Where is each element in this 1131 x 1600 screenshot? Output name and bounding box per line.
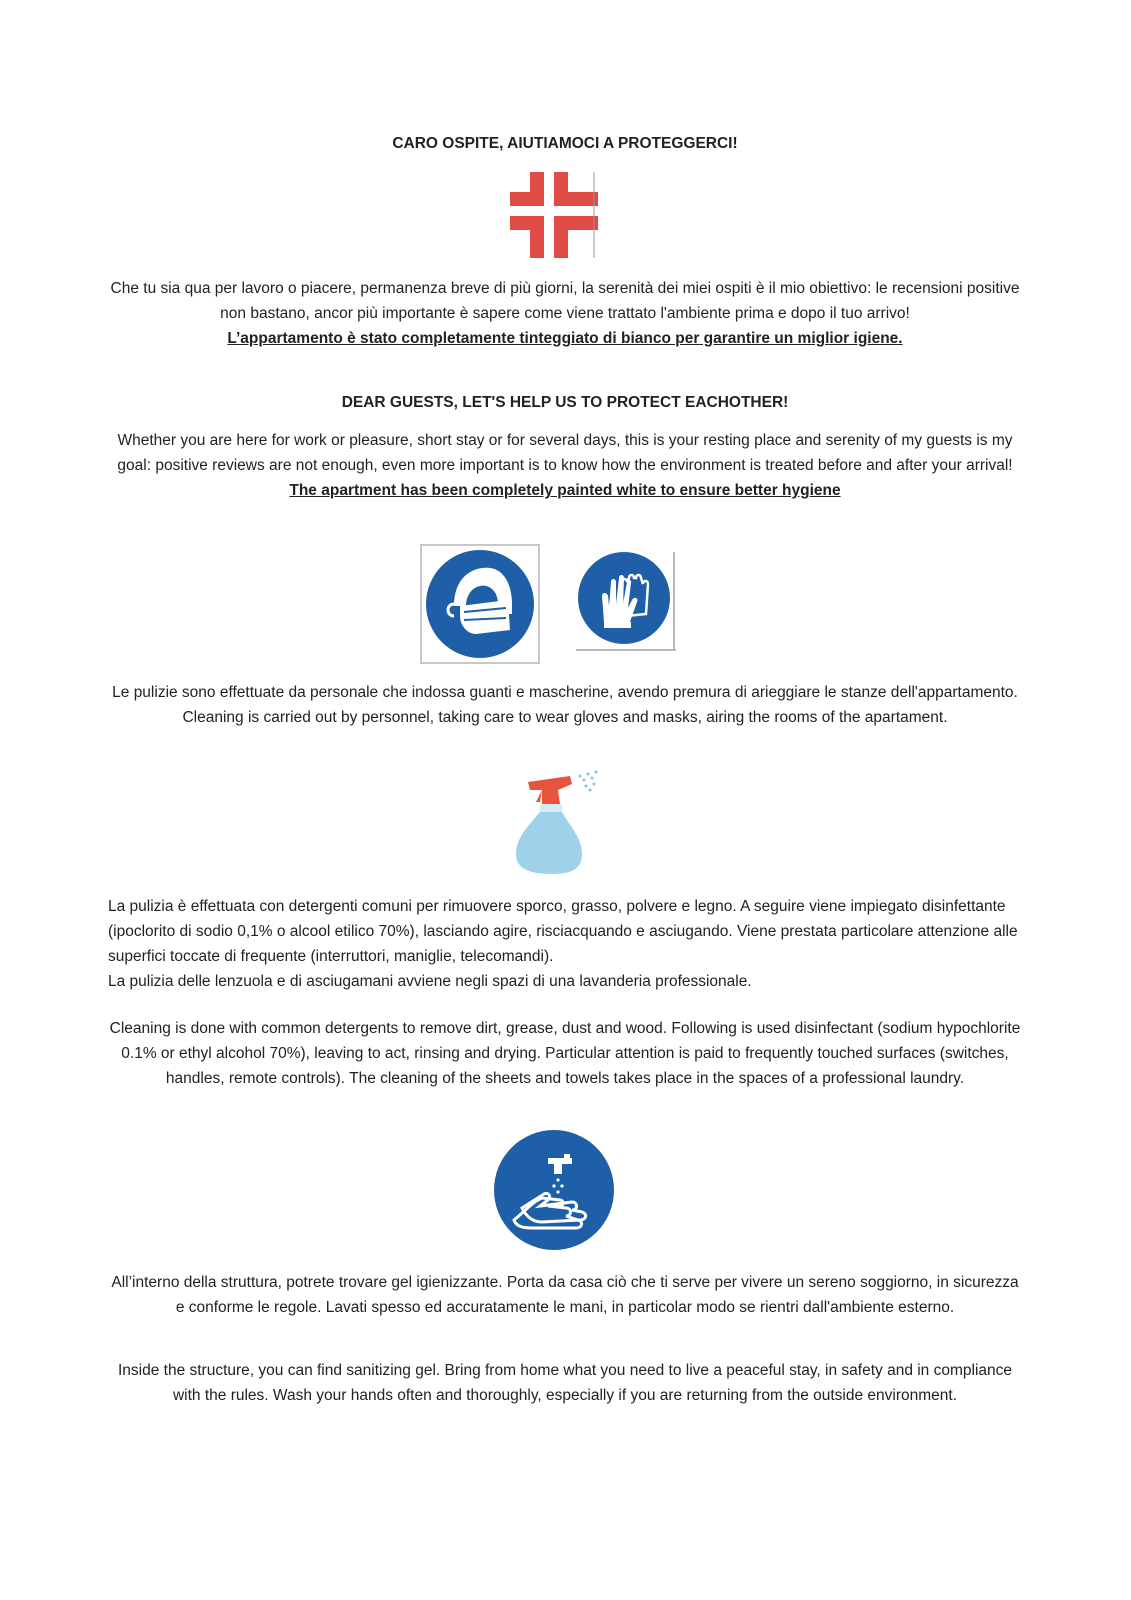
pharmacy-cross-icon — [508, 170, 600, 262]
english-title: DEAR GUESTS, LET'S HELP US TO PROTECT EACHOTHER! — [341, 394, 789, 411]
painted-note-italian: L’appartamento è stato completamente tinteggiato di bianco per garantire un miglior igiene. — [227, 330, 903, 347]
intro-english: Whether you are here for work or pleasure, short stay or for several days, this is your resting place and serenity of my guests is my goal: positive reviews are not enough, even more important is to know how the environment is treated before and after your arrival! — [117, 432, 1013, 474]
hand-wash-icon — [492, 1128, 616, 1252]
face-mask-icon — [420, 544, 540, 664]
gel-note-english: Inside the structure, you can find sanitizing gel. Bring from home what you need to live a peaceful stay, in safety and in compliance with the rules. Wash your hands often and thoroughly, especially if you are returning from the outside environment. — [117, 1362, 1013, 1404]
intro-italian: Che tu sia qua per lavoro o piacere, permanenza breve di più giorni, la serenità dei miei ospiti è il mio obiettivo: le recensioni positive non bastano, ancor più importante è sapere come viene trattato l'ambiente prima e dopo il tuo arrivo! — [110, 280, 1020, 322]
gel-note-italian: All’interno della struttura, potrete trovare gel igienizzante. Porta da casa ciò che ti serve per vivere un sereno soggiorno, in sicurezza e conforme le regole. Lavati spesso ed accuratamente le mani, in particolar modo se rientri dall'ambiente esterno. — [111, 1274, 1019, 1316]
cleaning-note-english: Cleaning is done with common detergents to remove dirt, grease, dust and wood. Following is used disinfectant (sodium hypochlorite 0.1% or ethyl alcohol 70%), leaving to act, rinsing and drying. Particular attention is paid to frequently touched surfaces (switches, handles, remote controls). The cleaning of the sheets and towels takes place in the spaces of a professional laundry. — [109, 1020, 1021, 1087]
italian-title: CARO OSPITE, AIUTIAMOCI A PROTEGGERCI! — [392, 135, 738, 152]
cleaning-note-italian: La pulizia è effettuata con detergenti comuni per rimuovere sporco, grasso, polvere e legno. A seguire viene impiegato disinfettante (ipoclorito di sodio 0,1% o alcool etilico 70%), lasciando agire, risciacquando e asciugando. Viene prestata particolare attenzione alle superfici toccate di frequente (interruttori, maniglie, telecomandi). — [108, 898, 1018, 965]
staff-note-english: Cleaning is carried out by personnel, taking care to wear gloves and masks, airing the rooms of the apartament. — [182, 709, 948, 726]
spray-bottle-icon — [508, 768, 600, 878]
laundry-note-italian: La pulizia delle lenzuola e di asciugamani avviene negli spazi di una lavanderia professionale. — [108, 973, 752, 990]
staff-note-italian: Le pulizie sono effettuate da personale che indossa guanti e mascherine, avendo premura di arieggiare le stanze dell'appartamento. — [112, 684, 1018, 701]
gloves-icon — [574, 548, 678, 652]
painted-note-english: The apartment has been completely painted white to ensure better hygiene — [289, 482, 841, 499]
